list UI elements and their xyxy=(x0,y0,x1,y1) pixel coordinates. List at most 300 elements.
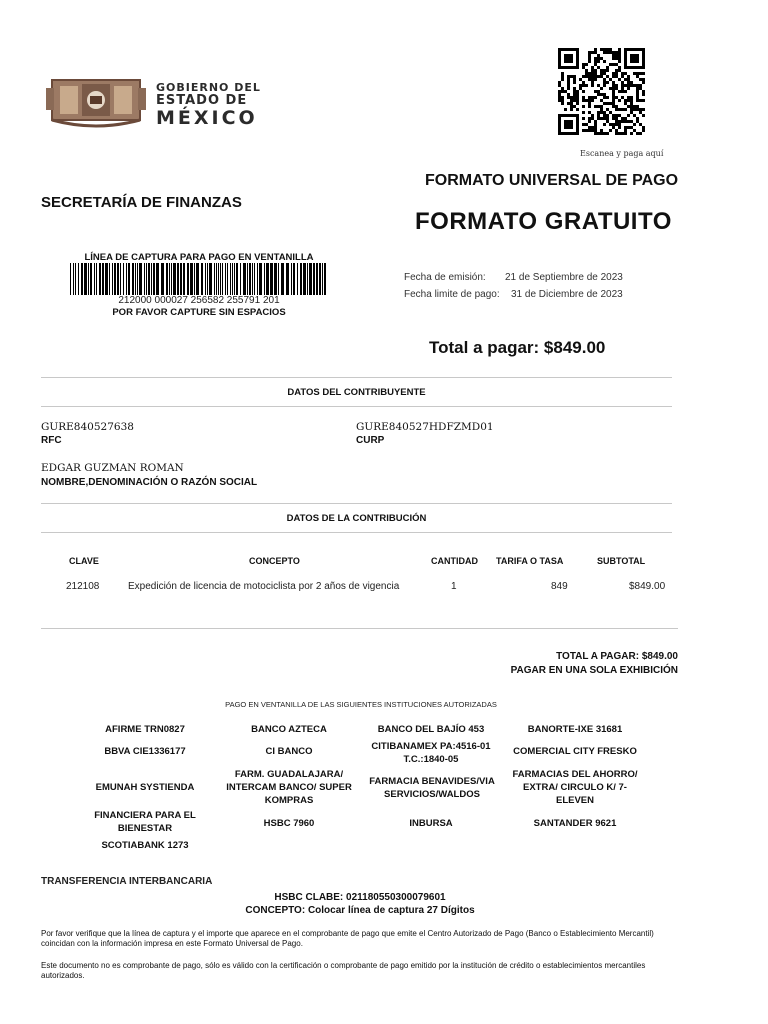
qr-module xyxy=(570,102,573,105)
bank-item: BANCO AZTECA xyxy=(251,724,327,735)
qr-module xyxy=(612,105,615,108)
barcode-bar xyxy=(146,263,147,295)
qr-module xyxy=(591,81,594,84)
qr-module xyxy=(612,93,615,96)
qr-module xyxy=(612,81,615,84)
nota-verificacion: Por favor verifique que la línea de captura y el importe que aparece en el comprobante de pago que emite el Centro Autorizado de Pago (Banco o Establecimiento Mercantil) coincidan con la información impresa en este Formato Universal de Pago. xyxy=(41,929,654,948)
qr-module xyxy=(603,48,606,51)
captura-number: 212000 000027 256582 255791 201 xyxy=(118,295,280,306)
qr-module xyxy=(612,75,615,78)
qr-module xyxy=(600,111,603,114)
qr-module xyxy=(618,69,621,72)
qr-module xyxy=(597,93,600,96)
qr-module xyxy=(576,102,579,105)
bank-item: FARMACIAS DEL AHORRO/ EXTRA/ CIRCULO K/ 7-ELEVEN xyxy=(512,769,638,806)
qr-module xyxy=(597,57,600,60)
qr-module xyxy=(570,96,573,99)
qr-module xyxy=(615,63,618,66)
qr-module xyxy=(594,78,597,81)
qr-module xyxy=(603,60,606,63)
qr-module xyxy=(630,126,633,129)
barcode-bar xyxy=(252,263,253,295)
nombre-value: EDGAR GUZMAN ROMAN xyxy=(41,462,184,474)
row-subtotal: $849.00 xyxy=(629,581,666,592)
qr-module xyxy=(606,108,609,111)
qr-module xyxy=(585,75,588,78)
rfc-value: GURE840527638 xyxy=(41,421,134,433)
qr-module xyxy=(594,96,597,99)
barcode-bar xyxy=(169,263,170,295)
barcode-bar xyxy=(90,263,92,295)
barcode-bar xyxy=(132,263,134,295)
qr-module xyxy=(615,123,618,126)
qr-module xyxy=(594,129,597,132)
qr-module xyxy=(606,96,609,99)
barcode-bar xyxy=(156,263,159,295)
qr-module xyxy=(558,90,561,93)
qr-module xyxy=(582,117,585,120)
qr-module xyxy=(612,51,615,54)
qr-module xyxy=(627,120,630,123)
qr-module xyxy=(591,129,594,132)
barcode-bar xyxy=(322,263,323,295)
barcode-bar xyxy=(230,263,231,295)
qr-module xyxy=(621,72,624,75)
qr-module xyxy=(639,78,642,81)
barcode-bar xyxy=(313,263,315,295)
barcode-bar xyxy=(309,263,312,295)
qr-module xyxy=(594,69,597,72)
qr-module xyxy=(639,132,642,135)
qr-module xyxy=(603,123,606,126)
qr-module xyxy=(615,129,618,132)
government-logo-text xyxy=(156,82,261,128)
qr-module xyxy=(636,108,639,111)
barcode-bar xyxy=(307,263,308,295)
barcode-bar xyxy=(112,263,113,295)
qr-module xyxy=(624,117,627,120)
qr-module xyxy=(624,72,627,75)
qr-module xyxy=(618,78,621,81)
qr-module xyxy=(615,75,618,78)
qr-module xyxy=(615,108,618,111)
bank-item: INBURSA xyxy=(409,818,453,829)
barcode-bar xyxy=(161,263,164,295)
qr-module xyxy=(612,102,615,105)
qr-caption: Escanea y paga aquí xyxy=(580,149,664,158)
qr-module xyxy=(576,96,579,99)
barcode xyxy=(70,263,328,295)
qr-module xyxy=(603,69,606,72)
qr-module xyxy=(585,123,588,126)
divider xyxy=(41,406,672,407)
barcode-bar xyxy=(274,263,277,295)
barcode-bar xyxy=(225,263,226,295)
bank-item: CITIBANAMEX PA:4516-01 T.C.:1840-05 xyxy=(371,741,491,765)
qr-module xyxy=(564,90,567,93)
qr-module xyxy=(573,105,576,108)
qr-module xyxy=(609,48,612,51)
qr-module xyxy=(588,102,591,105)
qr-module xyxy=(630,81,633,84)
qr-module xyxy=(588,96,591,99)
qr-module xyxy=(621,132,624,135)
qr-module xyxy=(597,54,600,57)
qr-module xyxy=(591,99,594,102)
barcode-bar xyxy=(216,263,217,295)
qr-module xyxy=(642,90,645,93)
qr-module xyxy=(600,108,603,111)
qr-module xyxy=(612,96,615,99)
qr-module xyxy=(600,129,603,132)
barcode-bar xyxy=(148,263,150,295)
qr-module xyxy=(588,57,591,60)
barcode-bar xyxy=(257,263,258,295)
qr-module xyxy=(594,48,597,51)
barcode-bar xyxy=(220,263,221,295)
qr-module xyxy=(582,84,585,87)
qr-module xyxy=(612,72,615,75)
qr-module xyxy=(582,96,585,99)
qr-module xyxy=(588,129,591,132)
qr-module xyxy=(600,69,603,72)
qr-module xyxy=(615,69,618,72)
curp-value: GURE840527HDFZMD01 xyxy=(356,421,494,433)
qr-module xyxy=(633,84,636,87)
qr-module xyxy=(642,129,645,132)
qr-module xyxy=(615,120,618,123)
barcode-bar xyxy=(99,263,101,295)
qr-module xyxy=(639,111,642,114)
qr-module xyxy=(615,57,618,60)
qr-module xyxy=(642,99,645,102)
qr-module xyxy=(558,99,561,102)
barcode-bar xyxy=(135,263,136,295)
qr-module xyxy=(561,99,564,102)
barcode-bar xyxy=(81,263,83,295)
transferencia-clabe: HSBC CLABE: 021180550300079601 xyxy=(274,892,446,903)
qr-module xyxy=(594,126,597,129)
qr-module xyxy=(636,87,639,90)
qr-module xyxy=(591,66,594,69)
qr-module xyxy=(618,57,621,60)
barcode-bar xyxy=(187,263,189,295)
fecha-limite-label: Fecha limite de pago: xyxy=(404,289,500,300)
qr-module xyxy=(618,51,621,54)
qr-module xyxy=(609,102,612,105)
qr-module xyxy=(636,117,639,120)
qr-module xyxy=(618,108,621,111)
qr-module xyxy=(615,105,618,108)
qr-module xyxy=(636,90,639,93)
qr-module xyxy=(621,75,624,78)
barcode-bar xyxy=(137,263,138,295)
qr-module xyxy=(573,81,576,84)
barcode-bar xyxy=(303,263,306,295)
qr-module xyxy=(612,63,615,66)
qr-module xyxy=(615,117,618,120)
qr-module xyxy=(618,99,621,102)
qr-module xyxy=(600,117,603,120)
logo-line-2: ESTADO DE xyxy=(156,93,248,108)
barcode-bar xyxy=(234,263,235,295)
qr-module xyxy=(639,108,642,111)
qr-module xyxy=(567,81,570,84)
qr-module xyxy=(615,84,618,87)
barcode-bar xyxy=(180,263,182,295)
qr-module xyxy=(576,93,579,96)
qr-module xyxy=(591,75,594,78)
barcode-bar xyxy=(196,263,199,295)
qr-module xyxy=(630,102,633,105)
qr-module xyxy=(627,105,630,108)
qr-module xyxy=(618,126,621,129)
barcode-bar xyxy=(102,263,104,295)
curp-label: CURP xyxy=(356,435,385,446)
qr-module xyxy=(615,96,618,99)
barcode-bar xyxy=(243,263,246,295)
qr-module xyxy=(636,72,639,75)
barcode-bar xyxy=(201,263,203,295)
qr-module xyxy=(615,54,618,57)
barcode-bar xyxy=(264,263,265,295)
qr-module xyxy=(603,102,606,105)
qr-module xyxy=(639,84,642,87)
qr-module xyxy=(606,120,609,123)
qr-module xyxy=(591,72,594,75)
qr-module xyxy=(597,105,600,108)
qr-module xyxy=(585,72,588,75)
qr-module xyxy=(642,72,645,75)
qr-module xyxy=(588,51,591,54)
qr-module xyxy=(624,99,627,102)
qr-module xyxy=(594,132,597,135)
contribuyente-section-title: DATOS DEL CONTRIBUYENTE xyxy=(287,387,426,398)
bank-item: SCOTIABANK 1273 xyxy=(101,840,189,851)
barcode-bar xyxy=(316,263,318,295)
qr-module xyxy=(630,111,633,114)
qr-module xyxy=(612,126,615,129)
qr-module xyxy=(576,99,579,102)
qr-module xyxy=(582,99,585,102)
barcode-bar xyxy=(105,263,108,295)
qr-module xyxy=(636,120,639,123)
qr-module xyxy=(582,111,585,114)
qr-module xyxy=(642,108,645,111)
qr-module xyxy=(603,84,606,87)
qr-module xyxy=(567,102,570,105)
qr-module xyxy=(618,123,621,126)
qr-module xyxy=(582,66,585,69)
barcode-bar xyxy=(249,263,251,295)
qr-module xyxy=(588,99,591,102)
qr-module xyxy=(627,114,630,117)
fecha-emision-label: Fecha de emisión: xyxy=(404,272,486,283)
barcode-bar xyxy=(324,263,326,295)
qr-module xyxy=(591,96,594,99)
bank-item: BANCO DEL BAJÍO 453 xyxy=(377,724,485,735)
header-subtotal: SUBTOTAL xyxy=(597,556,646,566)
qr-module xyxy=(594,105,597,108)
qr-module xyxy=(636,93,639,96)
qr-module xyxy=(567,75,570,78)
barcode-bar xyxy=(209,263,212,295)
qr-module xyxy=(612,57,615,60)
qr-module xyxy=(588,78,591,81)
barcode-bar xyxy=(94,263,95,295)
barcode-bar xyxy=(190,263,193,295)
bank-item: CI BANCO xyxy=(265,746,313,757)
qr-module xyxy=(591,51,594,54)
qr-module xyxy=(636,105,639,108)
bank-item: BANORTE-IXE 31681 xyxy=(527,724,623,735)
qr-module xyxy=(609,129,612,132)
qr-module xyxy=(624,84,627,87)
qr-module xyxy=(606,114,609,117)
qr-module xyxy=(585,129,588,132)
qr-module xyxy=(603,114,606,117)
bank-item: AFIRME TRN0827 xyxy=(105,724,185,735)
barcode-bar xyxy=(78,263,79,295)
qr-module xyxy=(603,93,606,96)
qr-module xyxy=(615,87,618,90)
barcode-bar xyxy=(183,263,185,295)
barcode-bar xyxy=(88,263,89,295)
qr-module xyxy=(606,132,609,135)
qr-module xyxy=(600,99,603,102)
qr-module xyxy=(621,84,624,87)
barcode-bar xyxy=(218,263,219,295)
qr-module xyxy=(642,126,645,129)
header-concepto: CONCEPTO xyxy=(249,556,300,566)
qr-module xyxy=(579,84,582,87)
qr-module xyxy=(591,126,594,129)
barcode-bar xyxy=(120,263,121,295)
qr-module xyxy=(609,123,612,126)
nombre-label: NOMBRE,DENOMINACIÓN O RAZÓN SOCIAL xyxy=(41,477,258,488)
qr-module xyxy=(630,108,633,111)
instituciones-title: PAGO EN VENTANILLA DE LAS SIGUIENTES INSTITUCIONES AUTORIZADAS xyxy=(225,700,497,709)
qr-module xyxy=(594,60,597,63)
qr-module xyxy=(594,120,597,123)
qr-module xyxy=(633,129,636,132)
resumen-exhibicion: PAGAR EN UNA SOLA EXHIBICIÓN xyxy=(510,665,678,676)
qr-module xyxy=(621,81,624,84)
qr-module xyxy=(615,72,618,75)
divider xyxy=(41,628,678,629)
qr-module xyxy=(579,87,582,90)
qr-module xyxy=(630,84,633,87)
qr-module xyxy=(609,111,612,114)
qr-code[interactable] xyxy=(558,48,650,138)
qr-module xyxy=(570,105,573,108)
header-cantidad: CANTIDAD xyxy=(431,556,478,566)
qr-module xyxy=(633,114,636,117)
qr-module xyxy=(582,75,585,78)
qr-module xyxy=(597,60,600,63)
qr-module xyxy=(624,129,627,132)
qr-module xyxy=(618,114,621,117)
qr-module xyxy=(612,87,615,90)
barcode-bar xyxy=(126,263,127,295)
qr-module xyxy=(627,81,630,84)
qr-module xyxy=(603,72,606,75)
qr-module xyxy=(582,81,585,84)
qr-module xyxy=(567,93,570,96)
qr-module xyxy=(600,87,603,90)
qr-module xyxy=(582,63,585,66)
qr-module xyxy=(621,90,624,93)
qr-module xyxy=(612,90,615,93)
qr-module xyxy=(585,84,588,87)
qr-module xyxy=(591,117,594,120)
bank-item: EMUNAH SYSTIENDA xyxy=(95,782,195,793)
header-tarifa: TARIFA O TASA xyxy=(496,556,564,566)
qr-module xyxy=(627,96,630,99)
qr-module xyxy=(627,126,630,129)
qr-module xyxy=(603,111,606,114)
qr-finder xyxy=(564,54,573,63)
bank-item: COMERCIAL CITY FRESKO xyxy=(513,746,637,757)
qr-module xyxy=(561,102,564,105)
captura-note: POR FAVOR CAPTURE SIN ESPACIOS xyxy=(112,307,286,318)
qr-module xyxy=(642,78,645,81)
row-clave: 212108 xyxy=(66,581,100,592)
qr-module xyxy=(582,123,585,126)
qr-module xyxy=(606,66,609,69)
qr-module xyxy=(630,132,633,135)
barcode-bar xyxy=(319,263,321,295)
qr-module xyxy=(576,90,579,93)
qr-module xyxy=(627,99,630,102)
qr-module xyxy=(627,84,630,87)
qr-module xyxy=(633,105,636,108)
qr-module xyxy=(600,57,603,60)
qr-module xyxy=(588,72,591,75)
qr-module xyxy=(627,87,630,90)
qr-module xyxy=(636,132,639,135)
qr-module xyxy=(600,48,603,51)
qr-module xyxy=(588,60,591,63)
barcode-bar xyxy=(291,263,292,295)
qr-module xyxy=(615,132,618,135)
qr-module xyxy=(561,78,564,81)
fecha-emision-value: 21 de Septiembre de 2023 xyxy=(505,272,623,283)
row-concepto: Expedición de licencia de motociclista por 2 años de vigencia xyxy=(128,581,400,592)
bank-item: BBVA CIE1336177 xyxy=(104,746,186,757)
qr-module xyxy=(624,132,627,135)
qr-module xyxy=(612,99,615,102)
barcode-bar xyxy=(128,263,130,295)
qr-module xyxy=(606,102,609,105)
qr-module xyxy=(606,69,609,72)
formato-gratuito-title: FORMATO GRATUITO xyxy=(415,208,672,235)
qr-module xyxy=(588,120,591,123)
qr-module xyxy=(624,102,627,105)
qr-module xyxy=(621,117,624,120)
qr-module xyxy=(591,78,594,81)
qr-module xyxy=(573,99,576,102)
qr-module xyxy=(576,108,579,111)
barcode-bar xyxy=(139,263,142,295)
qr-module xyxy=(624,120,627,123)
state-seal-logo xyxy=(46,76,146,130)
qr-module xyxy=(585,69,588,72)
qr-module xyxy=(612,54,615,57)
qr-module xyxy=(636,99,639,102)
contribucion-section-title: DATOS DE LA CONTRIBUCIÓN xyxy=(286,513,427,524)
qr-module xyxy=(561,90,564,93)
